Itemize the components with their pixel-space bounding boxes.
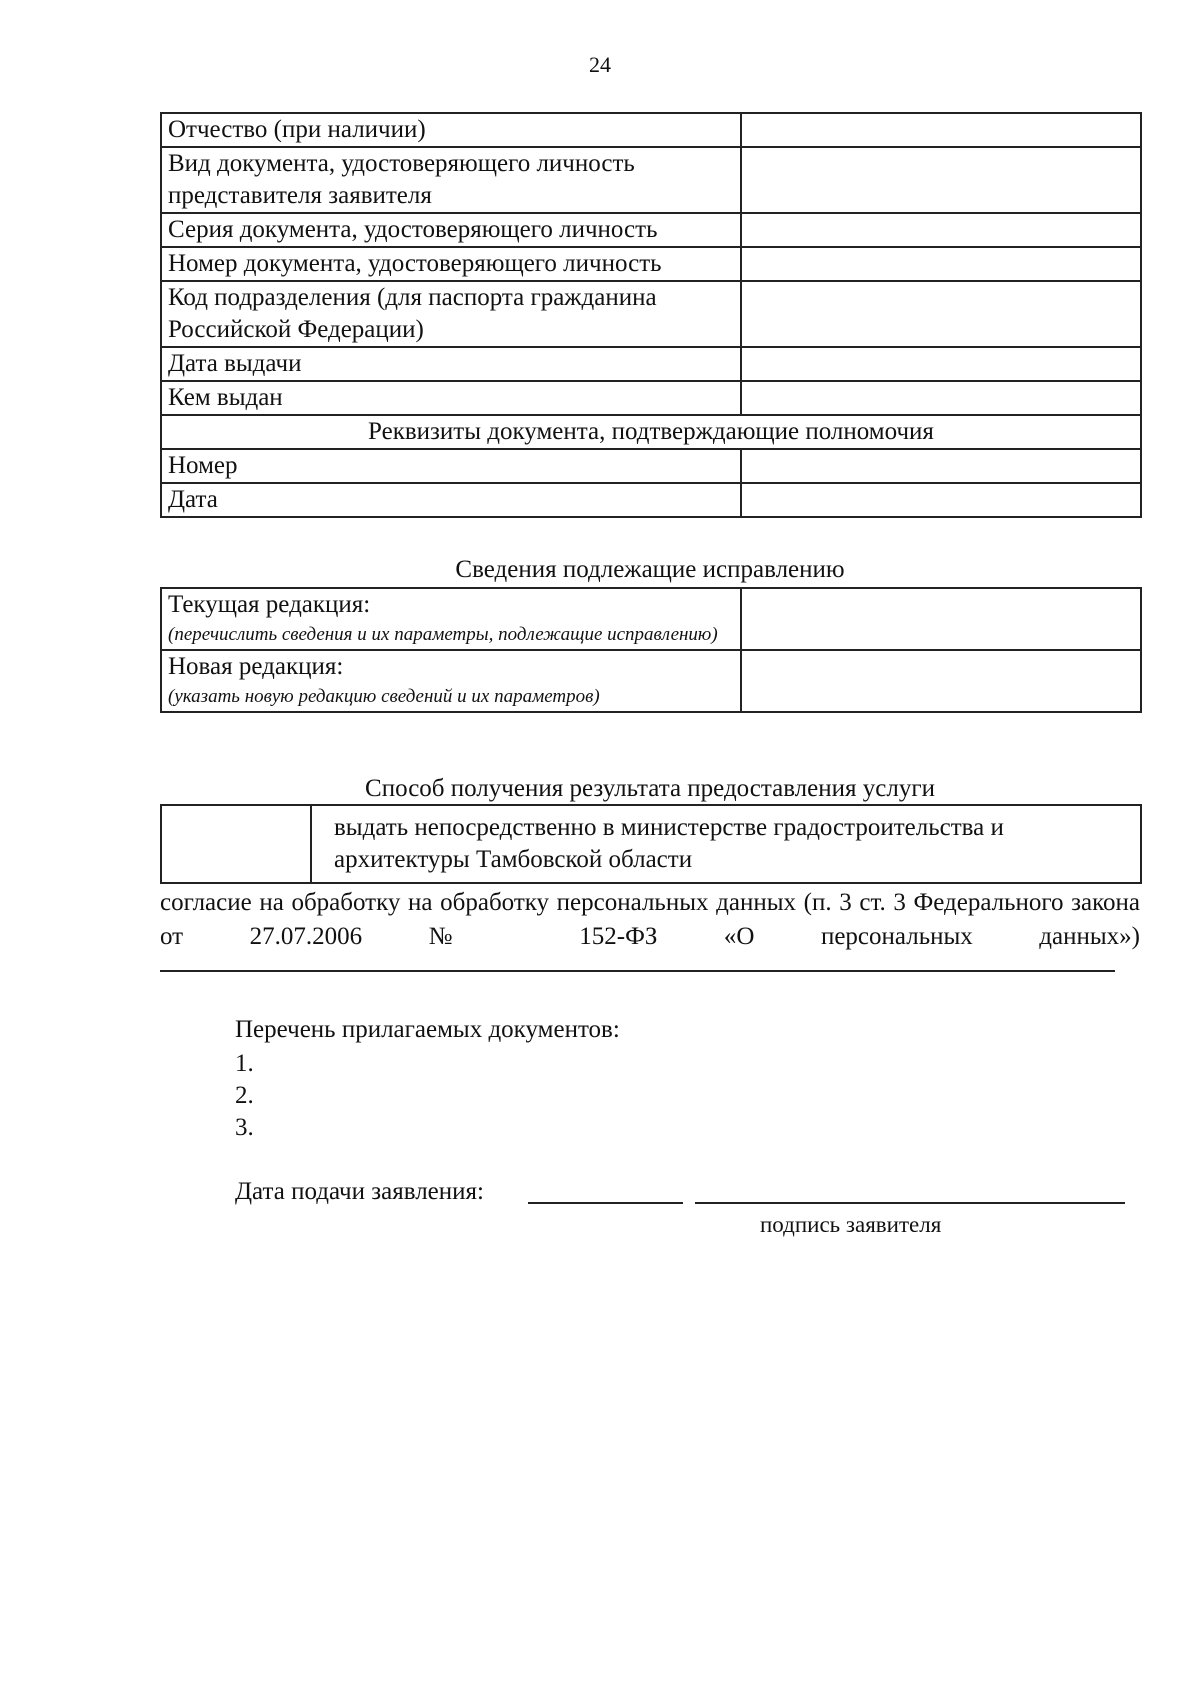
corrections-title: Сведения подлежащие исправлению (455, 556, 845, 583)
list-item: 3. (235, 1114, 254, 1141)
current-version-cell (161, 588, 741, 650)
result-method-option: выдать непосредственно в министерстве градостроительства и архитектуры Тамбовской области (311, 805, 1141, 883)
submission-date-field[interactable] (528, 1202, 683, 1204)
table-row (161, 147, 1141, 213)
attachments-title: Перечень прилагаемых документов: (235, 1016, 620, 1043)
value-cell[interactable] (741, 381, 1141, 415)
current-version-hint: (перечислить сведения и их параметры, подлежащие исправлению) (168, 624, 718, 645)
row-label: Дата выдачи (161, 347, 741, 381)
value-cell[interactable] (741, 147, 1141, 213)
result-method-title: Способ получения результата предоставления услуги (365, 775, 935, 802)
table-row (161, 483, 1141, 517)
row-label: Серия документа, удостоверяющего личность (161, 213, 741, 247)
representative-table (160, 112, 1142, 518)
consent-text: согласие на обработку на обработку персональных данных (п. 3 ст. 3 Федерального закона от 27.07.2006 № 152-ФЗ «О персональных данных») (160, 889, 1140, 950)
value-cell[interactable] (741, 449, 1141, 483)
value-cell[interactable] (741, 281, 1141, 347)
value-cell[interactable] (741, 347, 1141, 381)
list-item: 1. (235, 1050, 254, 1077)
corrections-table (160, 587, 1142, 713)
row-label: Дата (161, 483, 741, 517)
table-row (161, 415, 1141, 449)
table-row (161, 281, 1141, 347)
attachments-list (235, 1048, 254, 1144)
row-label: Кем выдан (161, 381, 741, 415)
table-row (161, 805, 1141, 883)
row-label: Код подразделения (для паспорта гражданина Российской Федерации) (161, 281, 741, 347)
authority-header: Реквизиты документа, подтверждающие полномочия (161, 415, 1141, 449)
new-version-cell (161, 650, 741, 712)
signature-field[interactable] (695, 1202, 1125, 1204)
table-row (161, 347, 1141, 381)
row-label: Номер (161, 449, 741, 483)
table-row (161, 213, 1141, 247)
table-row (161, 247, 1141, 281)
current-version-value[interactable] (741, 588, 1141, 650)
consent-signature-line[interactable] (160, 970, 1115, 972)
table-row (161, 449, 1141, 483)
submission-date-label: Дата подачи заявления: (235, 1178, 484, 1205)
value-cell[interactable] (741, 247, 1141, 281)
value-cell[interactable] (741, 113, 1141, 147)
page-number: 24 (589, 52, 611, 77)
row-label: Номер документа, удостоверяющего личность (161, 247, 741, 281)
table-row (161, 588, 1141, 650)
result-method-table (160, 804, 1142, 884)
row-label: Отчество (при наличии) (161, 113, 741, 147)
result-method-checkbox[interactable] (161, 805, 311, 883)
table-row (161, 650, 1141, 712)
table-row (161, 113, 1141, 147)
list-item: 2. (235, 1082, 254, 1109)
new-version-value[interactable] (741, 650, 1141, 712)
new-version-label: Новая редакция: (168, 653, 344, 680)
value-cell[interactable] (741, 213, 1141, 247)
table-row (161, 381, 1141, 415)
signature-caption: подпись заявителя (760, 1212, 942, 1237)
value-cell[interactable] (741, 483, 1141, 517)
row-label: Вид документа, удостоверяющего личность представителя заявителя (161, 147, 741, 213)
new-version-hint: (указать новую редакцию сведений и их параметров) (168, 686, 600, 707)
current-version-label: Текущая редакция: (168, 591, 371, 618)
